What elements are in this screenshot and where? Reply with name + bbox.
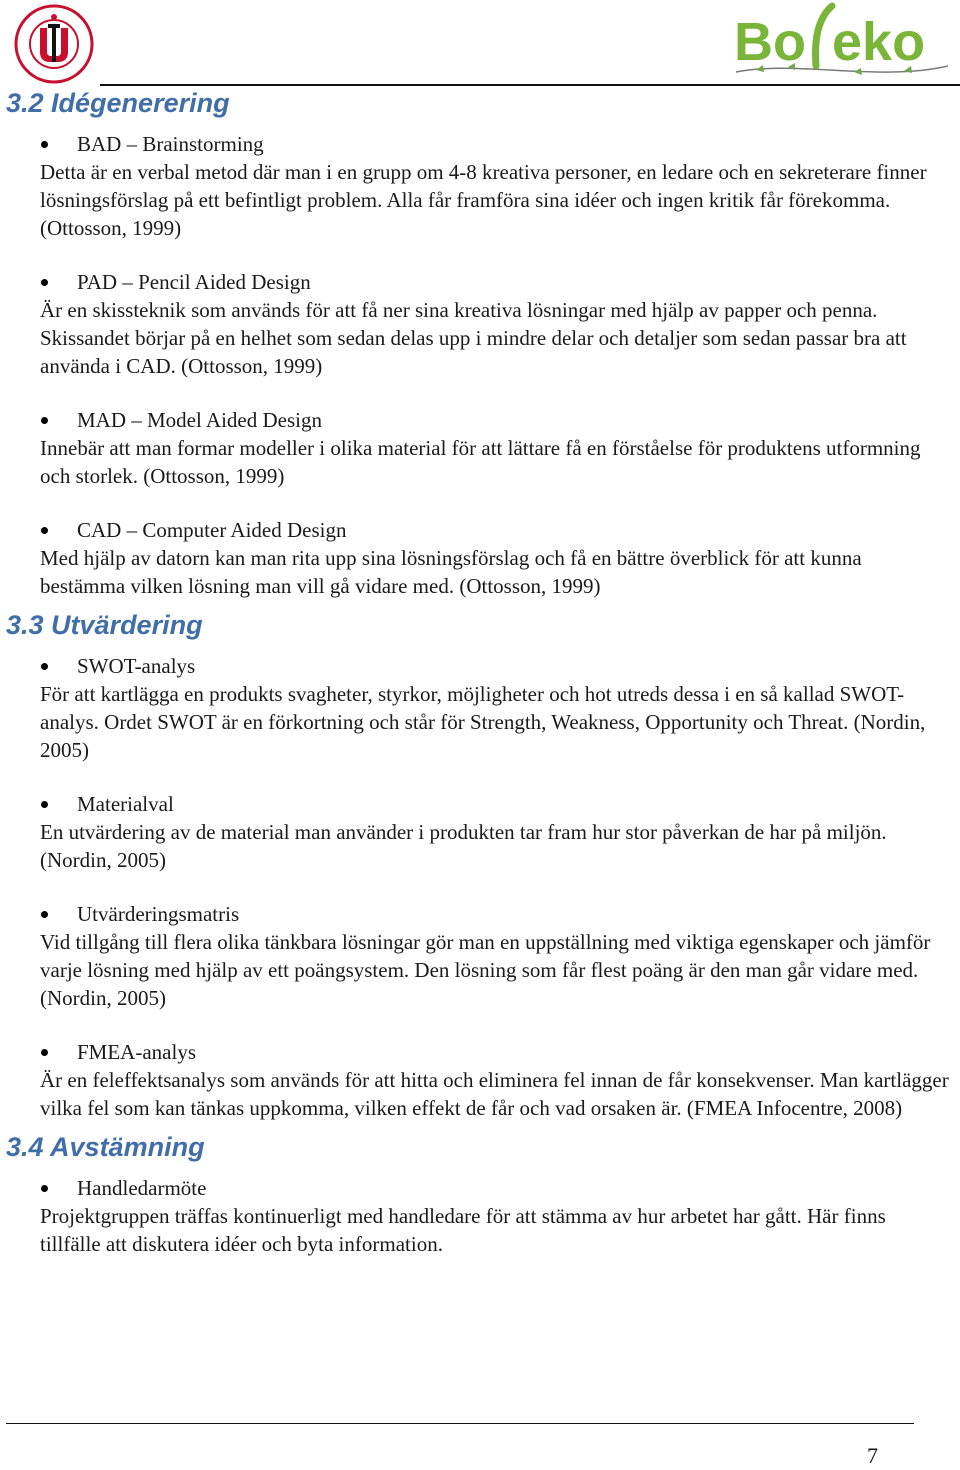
item-title: SWOT-analys <box>77 654 196 678</box>
list-item <box>0 790 960 874</box>
bullet-icon <box>41 279 48 286</box>
bullet-icon <box>41 1049 48 1056</box>
item-title: FMEA-analys <box>77 1040 196 1064</box>
svg-text:Bo: Bo <box>734 12 806 72</box>
item-title: PAD – Pencil Aided Design <box>77 270 311 294</box>
item-title: CAD – Computer Aided Design <box>77 518 347 542</box>
utvecklingsingenjorerna-logo <box>8 2 100 86</box>
item-description: Detta är en verbal metod där man i en grupp om 4-8 kreativa personer, en ledare och en sekreterare finner lösningsförslag på ett befintligt problem. Alla får framföra sina idéer och ingen kritik får förekomma. (Ottosson, 1999) <box>40 160 927 240</box>
item-title-line <box>0 406 960 434</box>
svg-text:eko: eko <box>832 12 926 72</box>
section-heading: 3.4 Avstämning <box>6 1132 205 1162</box>
bullet-icon <box>41 1185 48 1192</box>
item-title-line <box>0 790 960 818</box>
list-item <box>0 1038 960 1122</box>
bullet-icon <box>41 801 48 808</box>
list-item <box>0 130 960 242</box>
footer-rule <box>6 1423 914 1424</box>
item-title-line <box>0 516 960 544</box>
item-title: BAD – Brainstorming <box>77 132 264 156</box>
item-description: Med hjälp av datorn kan man rita upp sina lösningsförslag och få en bättre överblick för att kunna bestämma vilken lösning man vill gå vidare med. (Ottosson, 1999) <box>40 546 862 598</box>
item-description: Projektgruppen träffas kontinuerligt med handledare för att stämma av hur arbetet har gått. Här finns tillfälle att diskutera idéer och byta information. <box>40 1204 886 1256</box>
item-description: Vid tillgång till flera olika tänkbara lösningar gör man en uppställning med viktiga egenskaper och jämför varje lösning med hjälp av ett poängsystem. Den lösning som får flest poäng är den man går vidare med. (Nordin, 2005) <box>40 930 931 1010</box>
list-item <box>0 900 960 1012</box>
list-item <box>0 652 960 764</box>
item-description: För att kartlägga en produkts svagheter, styrkor, möjligheter och hot utreds dessa i en så kallad SWOT-analys. Ordet SWOT är en förkortning och står för Strength, Weakness, Opportunity och Threat. (Nordin, 2005) <box>40 682 926 762</box>
item-title-line <box>0 900 960 928</box>
document-body <box>0 82 960 1262</box>
item-description: En utvärdering av de material man använder i produkten tar fram hur stor påverkan de har på miljön. (Nordin, 2005) <box>40 820 887 872</box>
item-title-line <box>0 1038 960 1066</box>
item-title: Materialval <box>77 792 174 816</box>
bullet-icon <box>41 911 48 918</box>
bullet-icon <box>41 417 48 424</box>
item-description: Innebär att man formar modeller i olika material för att lättare få en förståelse för produktens utformning och storlek. (Ottosson, 1999) <box>40 436 921 488</box>
page-number: 7 <box>867 1443 878 1468</box>
section-heading: 3.2 Idégenerering <box>6 88 230 118</box>
list-item <box>0 1174 960 1258</box>
list-item <box>0 516 960 600</box>
item-description: Är en feleffektsanalys som används för att hitta och eliminera fel innan de får konsekvenser. Man kartlägger vilka fel som kan tänkas uppkomma, vilken effekt de får och vad orsaken är. (FMEA Infocentre, 2008) <box>40 1068 949 1120</box>
item-title-line <box>0 130 960 158</box>
item-title-line <box>0 268 960 296</box>
item-title-line <box>0 1174 960 1202</box>
list-item <box>0 406 960 490</box>
item-title-line <box>0 652 960 680</box>
bullet-icon <box>41 663 48 670</box>
boleko-logo <box>728 0 954 84</box>
item-title: Handledarmöte <box>77 1176 207 1200</box>
item-title: Utvärderingsmatris <box>77 902 240 926</box>
bullet-icon <box>41 141 48 148</box>
list-item <box>0 268 960 380</box>
section-heading: 3.3 Utvärdering <box>6 610 203 640</box>
item-description: Är en skissteknik som används för att få ner sina kreativa lösningar med hjälp av papper och penna. Skissandet börjar på en helhet som sedan delas upp i mindre delar och detaljer som sedan passar bra att använda i CAD. (Ottosson, 1999) <box>40 298 907 378</box>
bullet-icon <box>41 527 48 534</box>
page-header <box>0 0 960 90</box>
item-title: MAD – Model Aided Design <box>77 408 322 432</box>
